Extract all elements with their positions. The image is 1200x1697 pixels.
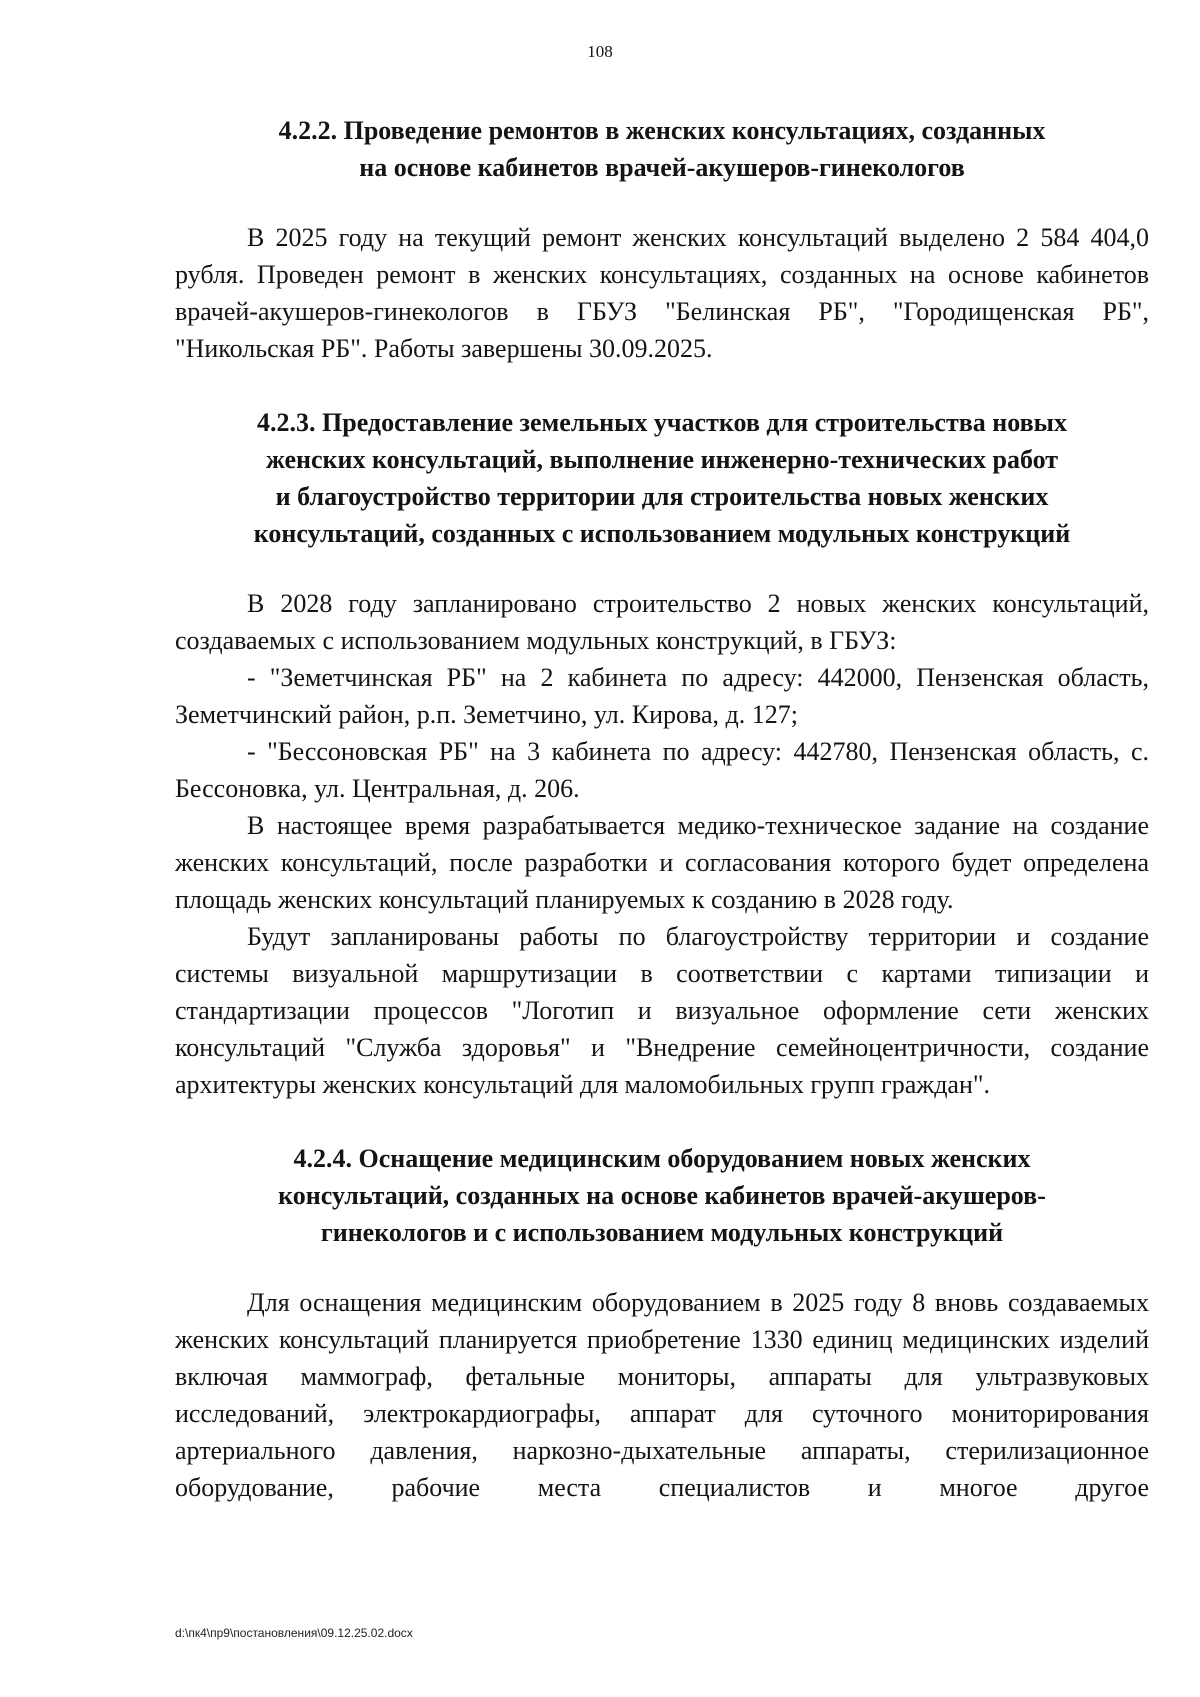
heading-line: на основе кабинетов врачей-акушеров-гинекологов	[359, 153, 965, 182]
section-heading-4-2-3	[175, 404, 1149, 552]
section-heading-4-2-2	[175, 112, 1149, 186]
heading-line: консультаций, созданных с использованием модульных конструкций	[253, 519, 1071, 548]
footer-file-path: d:\пк4\пр9\постановления\09.12.25.02.docx	[175, 1626, 413, 1640]
paragraph: В настоящее время разрабатывается медико-техническое задание на создание женских консультаций, после разработки и согласования которого будет определена площадь женских консультаций планируемых к созданию в 2028 году.	[175, 811, 1149, 914]
list-item: - "Бессоновская РБ" на 3 кабинета по адресу: 442780, Пензенская область, с. Бессоновка, ул. Центральная, д. 206.	[175, 737, 1149, 803]
paragraph: Для оснащения медицинским оборудованием в 2025 году 8 вновь создаваемых женских консультаций планируется приобретение 1330 единиц медицинских изделий включая маммограф, фетальные мониторы, аппараты для ультразвуковых исследований, электрокардиографы, аппарат для суточного мониторирования артериального давления, наркозно-дыхательные аппараты, стерилизационное оборудование, рабочие места специалистов и многое другое	[175, 1288, 1149, 1502]
heading-line: гинекологов и с использованием модульных конструкций	[320, 1218, 1004, 1247]
heading-line: 4.2.3. Предоставление земельных участков для строительства новых	[257, 408, 1067, 437]
paragraph: В 2028 году запланировано строительство 2 новых женских консультаций, создаваемых с использованием модульных конструкций, в ГБУЗ:	[175, 589, 1149, 655]
list-item: - "Земетчинская РБ" на 2 кабинета по адресу: 442000, Пензенская область, Земетчинский район, р.п. Земетчино, ул. Кирова, д. 127;	[175, 663, 1149, 729]
heading-line: и благоустройство территории для строительства новых женских	[275, 482, 1049, 511]
paragraph: В 2025 году на текущий ремонт женских консультаций выделено 2 584 404,0 рубля. Проведен ремонт в женских консультациях, созданных на основе кабинетов врачей-акушеров-гинекологов в ГБУЗ "Белинская РБ", "Городищенская РБ", "Никольская РБ". Работы завершены 30.09.2025.	[175, 223, 1149, 363]
heading-line: консультаций, созданных на основе кабинетов врачей-акушеров-	[278, 1181, 1046, 1210]
page-number: 108	[587, 42, 613, 61]
page-content	[175, 112, 1149, 1506]
heading-line: 4.2.4. Оснащение медицинским оборудованием новых женских	[293, 1144, 1031, 1173]
section-heading-4-2-4	[175, 1140, 1149, 1251]
heading-line: 4.2.2. Проведение ремонтов в женских консультациях, созданных	[278, 116, 1046, 145]
paragraph: Будут запланированы работы по благоустройству территории и создание системы визуальной маршрутизации в соответствии с картами типизации и стандартизации процессов "Логотип и визуальное оформление сети женских консультаций "Служба здоровья" и "Внедрение семейноцентричности, создание архитектуры женских консультаций для маломобильных групп граждан".	[175, 922, 1149, 1099]
heading-line: женских консультаций, выполнение инженерно-технических работ	[265, 445, 1059, 474]
